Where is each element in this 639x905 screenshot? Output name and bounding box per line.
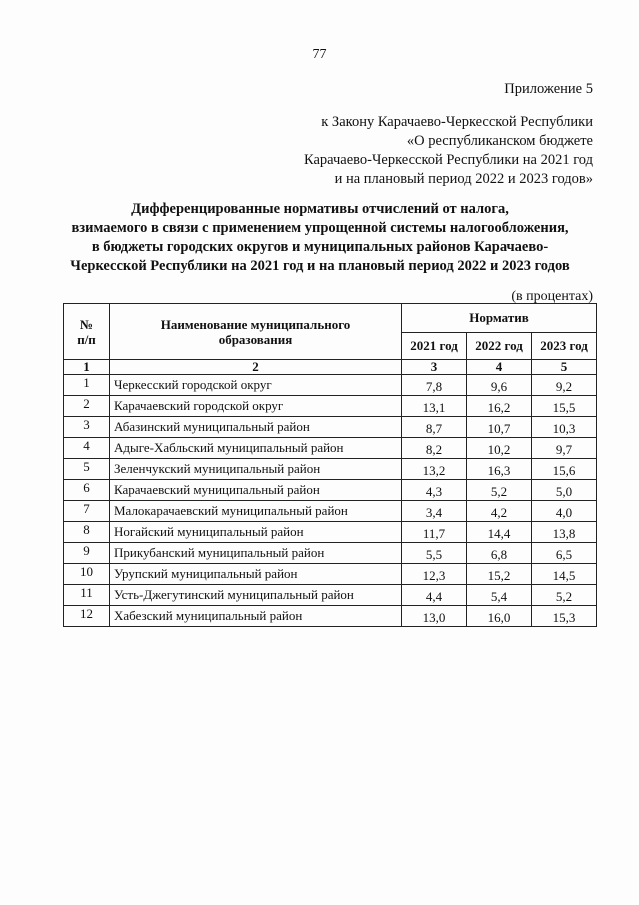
row-value-2022: 4,2 xyxy=(467,501,532,522)
row-value-2021: 4,4 xyxy=(402,585,467,606)
column-index: 3 xyxy=(402,360,467,375)
row-value-2023: 15,6 xyxy=(532,459,597,480)
row-municipality-name: Прикубанский муниципальный район xyxy=(110,543,402,564)
row-number: 5 xyxy=(64,459,110,480)
row-number: 11 xyxy=(64,585,110,606)
row-value-2022: 10,7 xyxy=(467,417,532,438)
row-municipality-name: Усть-Джегутинский муниципальный район xyxy=(110,585,402,606)
row-number: 9 xyxy=(64,543,110,564)
document-title xyxy=(40,200,600,276)
header-year-2023: 2023 год xyxy=(532,333,597,360)
table-row xyxy=(64,417,597,438)
row-value-2021: 7,8 xyxy=(402,375,467,396)
appendix-line: к Закону Карачаево-Черкесской Республики xyxy=(321,114,593,130)
title-line: в бюджеты городских округов и муниципальных районов Карачаево- xyxy=(91,239,549,255)
title-line: Черкесской Республики на 2021 год и на плановый период 2022 и 2023 годов xyxy=(70,258,570,274)
title-line: Дифференцированные нормативы отчислений от налога, xyxy=(131,201,509,217)
row-value-2021: 5,5 xyxy=(402,543,467,564)
header-name: Наименование муниципального образования xyxy=(110,304,402,360)
row-number: 2 xyxy=(64,396,110,417)
column-index: 1 xyxy=(64,360,110,375)
row-value-2022: 16,2 xyxy=(467,396,532,417)
row-value-2022: 5,4 xyxy=(467,585,532,606)
row-value-2021: 11,7 xyxy=(402,522,467,543)
unit-note: (в процентах) xyxy=(511,289,593,304)
row-value-2023: 14,5 xyxy=(532,564,597,585)
row-value-2021: 4,3 xyxy=(402,480,467,501)
table-row xyxy=(64,480,597,501)
table-row xyxy=(64,501,597,522)
row-value-2023: 9,7 xyxy=(532,438,597,459)
table-row xyxy=(64,438,597,459)
appendix-block xyxy=(304,80,593,189)
column-index: 4 xyxy=(467,360,532,375)
column-index: 2 xyxy=(110,360,402,375)
row-value-2023: 10,3 xyxy=(532,417,597,438)
header-year-2022: 2022 год xyxy=(467,333,532,360)
row-value-2022: 16,0 xyxy=(467,606,532,627)
title-line: взимаемого в связи с применением упрощенной системы налогообложения, xyxy=(71,220,569,236)
row-municipality-name: Карачаевский городской округ xyxy=(110,396,402,417)
table-row xyxy=(64,396,597,417)
row-value-2022: 6,8 xyxy=(467,543,532,564)
header-year-2021: 2021 год xyxy=(402,333,467,360)
table-row xyxy=(64,375,597,396)
row-municipality-name: Зеленчукский муниципальный район xyxy=(110,459,402,480)
table-row xyxy=(64,459,597,480)
row-value-2021: 8,2 xyxy=(402,438,467,459)
row-value-2021: 8,7 xyxy=(402,417,467,438)
header-num-symbol: № xyxy=(79,316,94,332)
row-number: 1 xyxy=(64,375,110,396)
row-municipality-name: Адыге-Хабльский муниципальный район xyxy=(110,438,402,459)
row-municipality-name: Карачаевский муниципальный район xyxy=(110,480,402,501)
row-value-2021: 13,2 xyxy=(402,459,467,480)
norms-table xyxy=(63,303,597,627)
table-row xyxy=(64,522,597,543)
row-value-2022: 15,2 xyxy=(467,564,532,585)
header-num-label: п/п xyxy=(77,331,96,347)
row-value-2023: 5,0 xyxy=(532,480,597,501)
header-norm-group: Норматив xyxy=(402,304,597,333)
row-value-2022: 5,2 xyxy=(467,480,532,501)
column-index-row xyxy=(64,360,597,375)
row-value-2023: 5,2 xyxy=(532,585,597,606)
row-value-2023: 6,5 xyxy=(532,543,597,564)
table-row xyxy=(64,606,597,627)
row-value-2023: 13,8 xyxy=(532,522,597,543)
row-value-2022: 9,6 xyxy=(467,375,532,396)
appendix-title: Приложение 5 xyxy=(504,81,593,97)
row-municipality-name: Черкесский городской округ xyxy=(110,375,402,396)
row-number: 4 xyxy=(64,438,110,459)
appendix-line: Карачаево-Черкесской Республики на 2021 год xyxy=(303,152,593,168)
column-index: 5 xyxy=(532,360,597,375)
row-value-2023: 4,0 xyxy=(532,501,597,522)
table-row xyxy=(64,585,597,606)
table-row xyxy=(64,564,597,585)
row-number: 6 xyxy=(64,480,110,501)
header-num xyxy=(64,304,110,360)
row-municipality-name: Ногайский муниципальный район xyxy=(110,522,402,543)
appendix-line: и на плановый период 2022 и 2023 годов» xyxy=(334,171,593,187)
row-value-2022: 16,3 xyxy=(467,459,532,480)
row-municipality-name: Абазинский муниципальный район xyxy=(110,417,402,438)
row-number: 7 xyxy=(64,501,110,522)
row-value-2021: 13,0 xyxy=(402,606,467,627)
row-value-2022: 10,2 xyxy=(467,438,532,459)
row-number: 3 xyxy=(64,417,110,438)
row-value-2022: 14,4 xyxy=(467,522,532,543)
row-municipality-name: Малокарачаевский муниципальный район xyxy=(110,501,402,522)
row-municipality-name: Хабезский муниципальный район xyxy=(110,606,402,627)
row-number: 8 xyxy=(64,522,110,543)
row-value-2023: 9,2 xyxy=(532,375,597,396)
row-value-2021: 13,1 xyxy=(402,396,467,417)
header-row xyxy=(64,304,597,333)
row-number: 10 xyxy=(64,564,110,585)
row-number: 12 xyxy=(64,606,110,627)
table-row xyxy=(64,543,597,564)
row-municipality-name: Урупский муниципальный район xyxy=(110,564,402,585)
row-value-2023: 15,5 xyxy=(532,396,597,417)
row-value-2021: 3,4 xyxy=(402,501,467,522)
appendix-line: «О республиканском бюджете xyxy=(406,133,593,149)
page-number: 77 xyxy=(312,47,327,62)
row-value-2023: 15,3 xyxy=(532,606,597,627)
row-value-2021: 12,3 xyxy=(402,564,467,585)
